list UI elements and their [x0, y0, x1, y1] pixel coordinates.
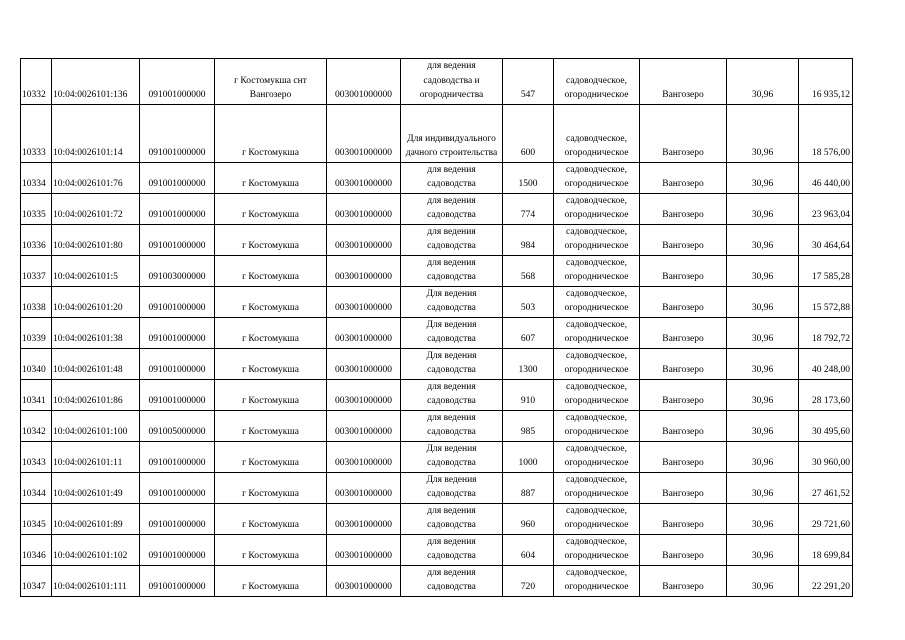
cell-use-group: садоводческое, огородническое — [554, 224, 640, 255]
cell-category-code: 003001000000 — [327, 348, 401, 379]
cell-area: 503 — [503, 286, 554, 317]
cell-use-group: садоводческое, огородническое — [554, 286, 640, 317]
cell-row-number: 10332 — [21, 59, 52, 105]
cell-area: 887 — [503, 472, 554, 503]
cell-specific-value: 30,96 — [727, 565, 799, 596]
cell-cadastral-value: 29 721,60 — [799, 503, 853, 534]
cell-use-group: садоводческое, огородническое — [554, 472, 640, 503]
cell-row-number: 10338 — [21, 286, 52, 317]
cell-cadastral-value: 30 495,60 — [799, 410, 853, 441]
cell-area: 985 — [503, 410, 554, 441]
cell-cadastral-value: 40 248,00 — [799, 348, 853, 379]
table-row — [21, 410, 853, 441]
cell-okato-code: 091001000000 — [140, 565, 215, 596]
cell-permitted-use: для ведения садоводства — [401, 379, 503, 410]
cell-row-number: 10336 — [21, 224, 52, 255]
cell-cadastral-number: 10:04:0026101:5 — [52, 255, 140, 286]
cell-cadastral-value: 15 572,88 — [799, 286, 853, 317]
table-row — [21, 472, 853, 503]
cell-permitted-use: Для ведения садоводства — [401, 441, 503, 472]
cell-category-code: 003001000000 — [327, 410, 401, 441]
cell-location: г Костомукша — [215, 162, 327, 193]
cell-category-code: 003001000000 — [327, 317, 401, 348]
cell-permitted-use: Для ведения садоводства — [401, 286, 503, 317]
cell-okato-code: 091001000000 — [140, 534, 215, 565]
table-row — [21, 59, 853, 105]
cell-row-number: 10343 — [21, 441, 52, 472]
cell-location: г Костомукша — [215, 472, 327, 503]
table-row — [21, 286, 853, 317]
cell-permitted-use: Для ведения садоводства — [401, 348, 503, 379]
cell-permitted-use: Для индивидуального дачного строительства — [401, 104, 503, 162]
cell-permitted-use: для ведения садоводства — [401, 534, 503, 565]
cell-cadastral-number: 10:04:0026101:48 — [52, 348, 140, 379]
table-row — [21, 104, 853, 162]
cell-row-number: 10347 — [21, 565, 52, 596]
cell-cadastral-value: 30 464,64 — [799, 224, 853, 255]
cell-zone: Вангозеро — [640, 379, 727, 410]
cell-location: г Костомукша — [215, 565, 327, 596]
cell-location: г Костомукша — [215, 503, 327, 534]
cell-area: 1000 — [503, 441, 554, 472]
cell-specific-value: 30,96 — [727, 286, 799, 317]
cell-zone: Вангозеро — [640, 534, 727, 565]
cell-cadastral-value: 22 291,20 — [799, 565, 853, 596]
cell-okato-code: 091001000000 — [140, 104, 215, 162]
cell-category-code: 003001000000 — [327, 379, 401, 410]
cell-cadastral-number: 10:04:0026101:111 — [52, 565, 140, 596]
cell-row-number: 10340 — [21, 348, 52, 379]
cell-specific-value: 30,96 — [727, 193, 799, 224]
cell-area: 720 — [503, 565, 554, 596]
cell-okato-code: 091001000000 — [140, 503, 215, 534]
cell-area: 910 — [503, 379, 554, 410]
cell-permitted-use: для ведения садоводства — [401, 255, 503, 286]
cell-cadastral-number: 10:04:0026101:20 — [52, 286, 140, 317]
cell-okato-code: 091001000000 — [140, 441, 215, 472]
table-row — [21, 193, 853, 224]
cell-specific-value: 30,96 — [727, 348, 799, 379]
table-row — [21, 317, 853, 348]
cell-cadastral-number: 10:04:0026101:76 — [52, 162, 140, 193]
cell-zone: Вангозеро — [640, 286, 727, 317]
cell-row-number: 10344 — [21, 472, 52, 503]
cell-okato-code: 091003000000 — [140, 255, 215, 286]
cell-use-group: садоводческое, огородническое — [554, 534, 640, 565]
cell-permitted-use: для ведения садоводства и огородничества — [401, 59, 503, 105]
cell-use-group: садоводческое, огородническое — [554, 59, 640, 105]
cell-cadastral-number: 10:04:0026101:86 — [52, 379, 140, 410]
cell-permitted-use: для ведения садоводства — [401, 162, 503, 193]
cell-specific-value: 30,96 — [727, 104, 799, 162]
cell-okato-code: 091001000000 — [140, 286, 215, 317]
cell-category-code: 003001000000 — [327, 59, 401, 105]
cell-zone: Вангозеро — [640, 255, 727, 286]
cell-permitted-use: Для ведения садоводства — [401, 472, 503, 503]
cell-area: 984 — [503, 224, 554, 255]
cell-zone: Вангозеро — [640, 59, 727, 105]
table-row — [21, 162, 853, 193]
cell-specific-value: 30,96 — [727, 379, 799, 410]
cell-use-group: садоводческое, огородническое — [554, 503, 640, 534]
cell-cadastral-number: 10:04:0026101:38 — [52, 317, 140, 348]
cell-cadastral-value: 23 963,04 — [799, 193, 853, 224]
cell-area: 568 — [503, 255, 554, 286]
cell-specific-value: 30,96 — [727, 255, 799, 286]
cell-permitted-use: для ведения садоводства — [401, 193, 503, 224]
cell-use-group: садоводческое, огородническое — [554, 348, 640, 379]
cell-zone: Вангозеро — [640, 193, 727, 224]
cell-okato-code: 091001000000 — [140, 193, 215, 224]
cell-category-code: 003001000000 — [327, 565, 401, 596]
table-row — [21, 441, 853, 472]
cell-use-group: садоводческое, огородническое — [554, 410, 640, 441]
cell-row-number: 10341 — [21, 379, 52, 410]
cell-specific-value: 30,96 — [727, 410, 799, 441]
table-row — [21, 503, 853, 534]
cell-category-code: 003001000000 — [327, 255, 401, 286]
cell-use-group: садоводческое, огородническое — [554, 193, 640, 224]
cell-category-code: 003001000000 — [327, 286, 401, 317]
cell-cadastral-number: 10:04:0026101:14 — [52, 104, 140, 162]
cell-okato-code: 091001000000 — [140, 224, 215, 255]
cell-row-number: 10333 — [21, 104, 52, 162]
cell-category-code: 003001000000 — [327, 441, 401, 472]
cell-specific-value: 30,96 — [727, 534, 799, 565]
cell-zone: Вангозеро — [640, 224, 727, 255]
cell-row-number: 10342 — [21, 410, 52, 441]
cell-category-code: 003001000000 — [327, 503, 401, 534]
cell-zone: Вангозеро — [640, 565, 727, 596]
cell-category-code: 003001000000 — [327, 104, 401, 162]
cell-row-number: 10337 — [21, 255, 52, 286]
cell-okato-code: 091001000000 — [140, 379, 215, 410]
cell-location: г Костомукша — [215, 255, 327, 286]
cell-location: г Костомукша — [215, 317, 327, 348]
cell-zone: Вангозеро — [640, 162, 727, 193]
cell-okato-code: 091001000000 — [140, 348, 215, 379]
cell-location: г Костомукша — [215, 224, 327, 255]
cell-zone: Вангозеро — [640, 317, 727, 348]
cell-cadastral-value: 16 935,12 — [799, 59, 853, 105]
cell-row-number: 10346 — [21, 534, 52, 565]
cell-specific-value: 30,96 — [727, 224, 799, 255]
cell-okato-code: 091001000000 — [140, 59, 215, 105]
cell-cadastral-number: 10:04:0026101:11 — [52, 441, 140, 472]
cell-row-number: 10339 — [21, 317, 52, 348]
cell-location: г Костомукша — [215, 193, 327, 224]
cell-cadastral-value: 46 440,00 — [799, 162, 853, 193]
cell-cadastral-value: 28 173,60 — [799, 379, 853, 410]
table-row — [21, 565, 853, 596]
cell-permitted-use: для ведения садоводства — [401, 410, 503, 441]
cell-row-number: 10335 — [21, 193, 52, 224]
cell-cadastral-number: 10:04:0026101:102 — [52, 534, 140, 565]
cell-zone: Вангозеро — [640, 104, 727, 162]
cell-category-code: 003001000000 — [327, 193, 401, 224]
cell-use-group: садоводческое, огородническое — [554, 379, 640, 410]
cell-cadastral-value: 27 461,52 — [799, 472, 853, 503]
cell-cadastral-number: 10:04:0026101:72 — [52, 193, 140, 224]
cell-okato-code: 091005000000 — [140, 410, 215, 441]
cell-cadastral-value: 18 576,00 — [799, 104, 853, 162]
cell-specific-value: 30,96 — [727, 441, 799, 472]
table-row — [21, 348, 853, 379]
cell-area: 774 — [503, 193, 554, 224]
cell-specific-value: 30,96 — [727, 472, 799, 503]
cell-okato-code: 091001000000 — [140, 317, 215, 348]
cell-cadastral-value: 17 585,28 — [799, 255, 853, 286]
cell-area: 604 — [503, 534, 554, 565]
cell-area: 607 — [503, 317, 554, 348]
cell-use-group: садоводческое, огородническое — [554, 255, 640, 286]
cell-location: г Костомукша — [215, 534, 327, 565]
cell-zone: Вангозеро — [640, 348, 727, 379]
table-row — [21, 224, 853, 255]
cell-zone: Вангозеро — [640, 472, 727, 503]
cell-zone: Вангозеро — [640, 503, 727, 534]
cell-location: г Костомукша — [215, 441, 327, 472]
cell-location: г Костомукша — [215, 104, 327, 162]
cell-specific-value: 30,96 — [727, 162, 799, 193]
cell-use-group: садоводческое, огородническое — [554, 441, 640, 472]
cell-okato-code: 091001000000 — [140, 472, 215, 503]
cell-location: г Костомукша — [215, 348, 327, 379]
cell-location: г Костомукша — [215, 410, 327, 441]
cell-location: г Костомукша — [215, 379, 327, 410]
cell-zone: Вангозеро — [640, 441, 727, 472]
cell-use-group: садоводческое, огородническое — [554, 565, 640, 596]
cell-permitted-use: для ведения садоводства — [401, 503, 503, 534]
cell-cadastral-value: 18 792,72 — [799, 317, 853, 348]
cell-cadastral-value: 30 960,00 — [799, 441, 853, 472]
cell-category-code: 003001000000 — [327, 224, 401, 255]
cell-cadastral-number: 10:04:0026101:100 — [52, 410, 140, 441]
table-row — [21, 534, 853, 565]
cell-category-code: 003001000000 — [327, 534, 401, 565]
land-registry-table — [20, 58, 853, 597]
table-row — [21, 379, 853, 410]
cell-row-number: 10345 — [21, 503, 52, 534]
cell-permitted-use: для ведения садоводства — [401, 224, 503, 255]
cell-area: 960 — [503, 503, 554, 534]
cell-zone: Вангозеро — [640, 410, 727, 441]
cell-category-code: 003001000000 — [327, 162, 401, 193]
cell-permitted-use: Для ведения садоводства — [401, 317, 503, 348]
cell-cadastral-number: 10:04:0026101:89 — [52, 503, 140, 534]
cell-use-group: садоводческое, огородническое — [554, 104, 640, 162]
cell-cadastral-number: 10:04:0026101:49 — [52, 472, 140, 503]
cell-use-group: садоводческое, огородническое — [554, 162, 640, 193]
cell-okato-code: 091001000000 — [140, 162, 215, 193]
cell-specific-value: 30,96 — [727, 503, 799, 534]
cell-specific-value: 30,96 — [727, 59, 799, 105]
cell-area: 600 — [503, 104, 554, 162]
table-body — [21, 59, 853, 597]
cell-area: 547 — [503, 59, 554, 105]
cell-area: 1500 — [503, 162, 554, 193]
cell-location: г Костомукша — [215, 286, 327, 317]
cell-cadastral-number: 10:04:0026101:80 — [52, 224, 140, 255]
cell-permitted-use: для ведения садоводства — [401, 565, 503, 596]
table-row — [21, 255, 853, 286]
cell-location: г Костомукша снт Вангозеро — [215, 59, 327, 105]
cell-area: 1300 — [503, 348, 554, 379]
cell-use-group: садоводческое, огородническое — [554, 317, 640, 348]
cell-cadastral-value: 18 699,84 — [799, 534, 853, 565]
cell-cadastral-number: 10:04:0026101:136 — [52, 59, 140, 105]
cell-category-code: 003001000000 — [327, 472, 401, 503]
cell-specific-value: 30,96 — [727, 317, 799, 348]
cell-row-number: 10334 — [21, 162, 52, 193]
